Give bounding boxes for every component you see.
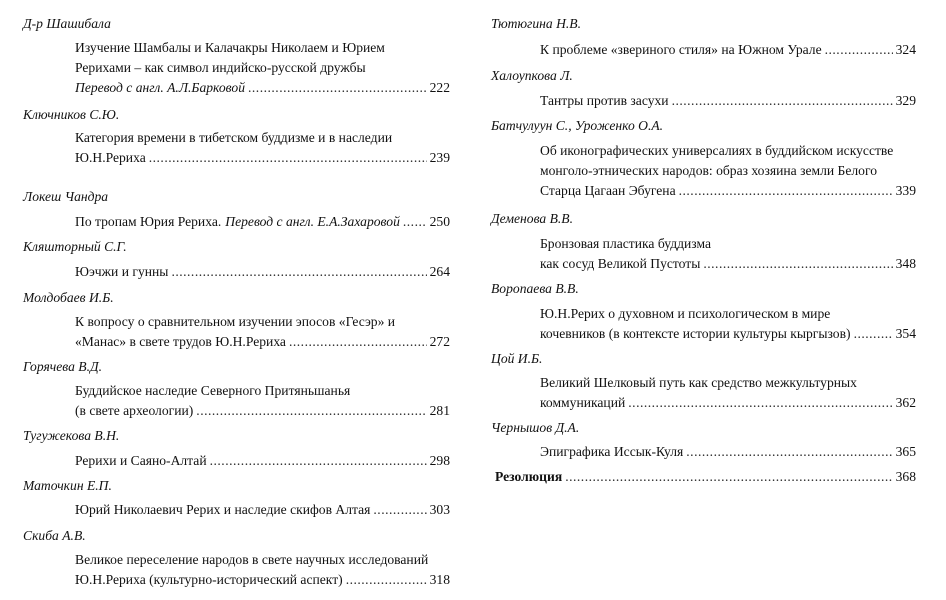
dot-leader: [210, 451, 427, 471]
entry-page-number: 250: [429, 214, 450, 229]
entry-title: (в свете археологии): [75, 403, 194, 418]
entry-page-number: 368: [895, 469, 916, 484]
dot-leader: [289, 332, 427, 352]
toc-entry[interactable]: [540, 442, 916, 462]
dot-leader: [149, 148, 427, 168]
entry-author: Ключников С.Ю.: [23, 107, 120, 122]
dot-leader: [196, 401, 426, 421]
entry-last-line: [75, 148, 450, 168]
entry-author: Тютюгина Н.В.: [491, 16, 582, 31]
entry-title-line: Великое переселение народов в свете научных исследований: [75, 552, 429, 567]
entry-title-line: Великий Шелковый путь как средство межкультурных: [540, 375, 857, 390]
entry-title: Рерихи и Саяно-Алтай: [75, 453, 207, 468]
entry-author: Кляшторный С.Г.: [23, 239, 127, 254]
entry-page-number: 324: [895, 42, 916, 57]
toc-entry[interactable]: [540, 40, 916, 60]
entry-author: Батчулуун С., Уроженко О.А.: [491, 118, 664, 133]
entry-last-line: [495, 467, 916, 487]
entry-author: Горячева В.Д.: [23, 359, 103, 374]
entry-title: По тропам Юрия Рериха.: [75, 214, 222, 229]
toc-entry[interactable]: [540, 234, 916, 274]
entry-page-number: 318: [429, 572, 450, 587]
entry-title: К проблеме «звериного стиля» на Южном Урале: [540, 42, 822, 57]
entry-author: Тугужекова В.Н.: [23, 428, 120, 443]
entry-title-line: Ю.Н.Рерих о духовном и психологическом в мире: [540, 306, 831, 321]
entry-translator: Перевод с англ. Е.А.Захаровой: [225, 214, 400, 229]
entry-title: Ю.Н.Рериха (культурно-исторический аспект): [75, 572, 343, 587]
toc-entry[interactable]: [75, 381, 450, 421]
entry-last-line: [540, 442, 916, 462]
dot-leader: [403, 212, 427, 232]
entry-last-line: [75, 570, 450, 590]
dot-leader: [628, 393, 892, 413]
entry-author: Цой И.Б.: [491, 351, 543, 366]
entry-page-number: 365: [895, 444, 916, 459]
entry-title: как сосуд Великой Пустоты: [540, 256, 701, 271]
entry-title-line: К вопросу о сравнительном изучении эпосов «Гесэр» и: [75, 314, 396, 329]
entry-page-number: 329: [895, 93, 916, 108]
entry-page-number: 339: [895, 183, 916, 198]
toc-entry[interactable]: [540, 304, 916, 344]
entry-page-number: 298: [429, 453, 450, 468]
entry-last-line: [75, 451, 450, 471]
entry-page-number: 362: [895, 395, 916, 410]
toc-entry[interactable]: [75, 500, 450, 520]
toc-entry[interactable]: [75, 312, 450, 352]
toc-entry[interactable]: [540, 91, 916, 111]
entry-author: Маточкин Е.П.: [23, 478, 112, 493]
entry-title: Тантры против засухи: [540, 93, 669, 108]
entry-title-line: Рерихами – как символ индийско-русской дружбы: [75, 60, 366, 75]
entry-title-line: Буддийское наследие Северного Притяньшанья: [75, 383, 351, 398]
entry-title: Ю.Н.Рериха: [75, 150, 146, 165]
entry-last-line: [540, 91, 916, 111]
entry-author: Д-р Шашибала: [23, 16, 111, 31]
toc-entry[interactable]: [75, 451, 450, 471]
entry-title: «Манас» в свете трудов Ю.Н.Рериха: [75, 334, 286, 349]
toc-entry[interactable]: [75, 128, 450, 168]
entry-title: кочевников (в контексте истории культуры кыргызов): [540, 326, 851, 341]
entry-title-line: Бронзовая пластика буддизма: [540, 236, 712, 251]
entry-translator: Перевод с англ. А.Л.Барковой: [75, 80, 245, 95]
entry-title: Юрий Николаевич Рерих и наследие скифов Алтая: [75, 502, 371, 517]
toc-entry[interactable]: [75, 38, 450, 98]
entry-page-number: 348: [895, 256, 916, 271]
entry-author: Халоупкова Л.: [491, 68, 573, 83]
entry-last-line: [540, 393, 916, 413]
dot-leader: [346, 570, 427, 590]
entry-author: Локеш Чандра: [23, 189, 109, 204]
entry-last-line: [540, 181, 916, 201]
entry-page-number: 272: [429, 334, 450, 349]
entry-title-line: Об иконографических универсалиях в буддийском искусстве: [540, 143, 894, 158]
dot-leader: [672, 91, 893, 111]
entry-title: Старца Цагаан Эбугена: [540, 183, 676, 198]
entry-title-line: монголо-этнических народов: образ хозяина земли Белого: [540, 163, 878, 178]
entry-page-number: 239: [429, 150, 450, 165]
entry-page-number: 281: [429, 403, 450, 418]
entry-last-line: [75, 262, 450, 282]
toc-entry[interactable]: [540, 141, 916, 201]
entry-title-line: Категория времени в тибетском буддизме и в наследии: [75, 130, 393, 145]
entry-last-line: [75, 212, 450, 232]
dot-leader: [171, 262, 426, 282]
entry-last-line: [540, 324, 916, 344]
dot-leader: [679, 181, 893, 201]
toc-entry[interactable]: [75, 262, 450, 282]
entry-last-line: [540, 254, 916, 274]
entry-last-line: [75, 401, 450, 421]
toc-entry[interactable]: [540, 373, 916, 413]
entry-title: Юэчжи и гунны: [75, 264, 169, 279]
entry-title-line: Изучение Шамбалы и Калачакры Николаем и Юрием: [75, 40, 385, 55]
entry-page-number: 222: [429, 80, 450, 95]
toc-entry[interactable]: [75, 212, 450, 232]
entry-page-number: 264: [429, 264, 450, 279]
entry-page-number: 303: [429, 502, 450, 517]
dot-leader: [703, 254, 892, 274]
entry-title: коммуникаций: [540, 395, 626, 410]
entry-author: Воропаева В.В.: [491, 281, 579, 296]
dot-leader: [248, 78, 427, 98]
resolution-label: Резолюция: [495, 469, 563, 484]
dot-leader: [854, 324, 893, 344]
entry-last-line: [75, 500, 450, 520]
dot-leader: [686, 442, 892, 462]
entry-author: Скиба А.В.: [23, 528, 86, 543]
entry-author: Чернышов Д.А.: [491, 420, 580, 435]
dot-leader: [565, 467, 892, 487]
dot-leader: [373, 500, 426, 520]
toc-entry[interactable]: [75, 550, 450, 590]
entry-last-line: [75, 78, 450, 98]
entry-page-number: 354: [895, 326, 916, 341]
entry-author: Молдобаев И.Б.: [23, 290, 114, 305]
dot-leader: [825, 40, 893, 60]
entry-author: Деменова В.В.: [491, 211, 574, 226]
toc-entry-resolution[interactable]: [495, 467, 916, 487]
entry-title: Эпиграфика Иссык-Куля: [540, 444, 684, 459]
entry-last-line: [75, 332, 450, 352]
entry-last-line: [540, 40, 916, 60]
